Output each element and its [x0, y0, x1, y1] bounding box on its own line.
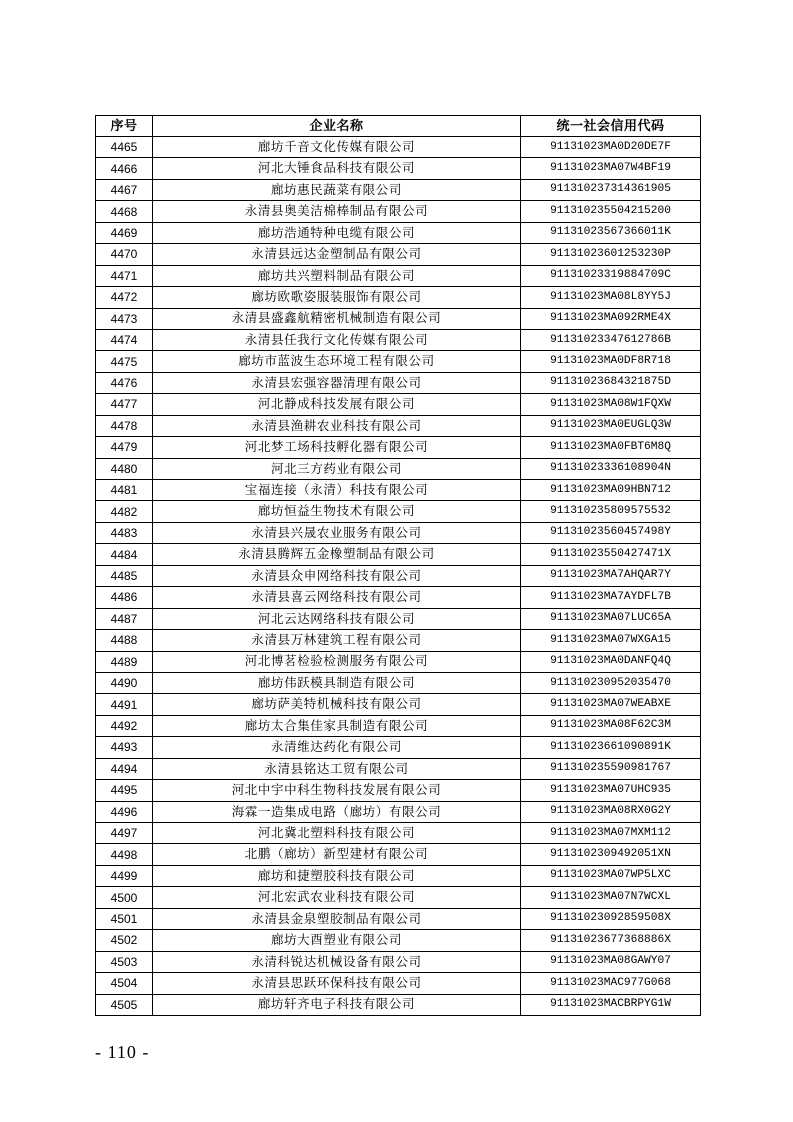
credit-code-cell: 91131023567366011K — [521, 222, 701, 243]
company-name-cell: 河北梦工场科技孵化器有限公司 — [153, 437, 521, 458]
company-name-cell: 永清县盛鑫航精密机械制造有限公司 — [153, 308, 521, 329]
row-index-cell: 4494 — [96, 758, 153, 779]
company-name-cell: 永清县思跃环保科技有限公司 — [153, 973, 521, 994]
row-index-cell: 4501 — [96, 908, 153, 929]
table-row — [96, 801, 701, 822]
table-row — [96, 522, 701, 543]
table-row — [96, 179, 701, 200]
header-index: 序号 — [96, 116, 153, 137]
table-row — [96, 329, 701, 350]
table-row — [96, 372, 701, 393]
company-name-cell: 河北三方药业有限公司 — [153, 458, 521, 479]
row-index-cell: 4479 — [96, 437, 153, 458]
company-name-cell: 北鹏（廊坊）新型建材有限公司 — [153, 844, 521, 865]
credit-code-cell: 91131023MA08F62C3M — [521, 715, 701, 736]
credit-code-cell: 91131023MA08W1FQXW — [521, 394, 701, 415]
credit-code-cell: 91131023MA07LUC65A — [521, 608, 701, 629]
company-name-cell: 永清科锐达机械设备有限公司 — [153, 951, 521, 972]
table-row — [96, 201, 701, 222]
company-name-cell: 永清县喜云网络科技有限公司 — [153, 587, 521, 608]
company-name-cell: 永清县铭达工贸有限公司 — [153, 758, 521, 779]
table-row — [96, 501, 701, 522]
company-name-cell: 河北静成科技发展有限公司 — [153, 394, 521, 415]
table-row — [96, 994, 701, 1015]
row-index-cell: 4503 — [96, 951, 153, 972]
credit-code-cell: 91131023319884709C — [521, 265, 701, 286]
company-name-cell: 廊坊欧歌姿服装服饰有限公司 — [153, 287, 521, 308]
row-index-cell: 4475 — [96, 351, 153, 372]
company-name-cell: 廊坊太合集佳家具制造有限公司 — [153, 715, 521, 736]
company-name-cell: 永清县腾辉五金橡塑制品有限公司 — [153, 544, 521, 565]
table-row — [96, 415, 701, 436]
credit-code-cell: 911310235504215200 — [521, 201, 701, 222]
company-name-cell: 永清维达药化有限公司 — [153, 737, 521, 758]
header-row — [96, 116, 701, 137]
company-name-cell: 廊坊轩齐电子科技有限公司 — [153, 994, 521, 1015]
credit-code-cell: 91131023336108904N — [521, 458, 701, 479]
row-index-cell: 4467 — [96, 179, 153, 200]
company-name-cell: 永清县金泉塑胶制品有限公司 — [153, 908, 521, 929]
credit-code-cell: 911310237314361905 — [521, 179, 701, 200]
credit-code-cell: 91131023MA07WP5LXC — [521, 865, 701, 886]
company-name-cell: 永清县宏强容器清理有限公司 — [153, 372, 521, 393]
row-index-cell: 4505 — [96, 994, 153, 1015]
company-name-cell: 永清县兴晟农业服务有限公司 — [153, 522, 521, 543]
credit-code-cell: 91131023MA07WEABXE — [521, 694, 701, 715]
credit-code-cell: 91131023092859508X — [521, 908, 701, 929]
table-row — [96, 394, 701, 415]
credit-code-cell: 91131023684321875D — [521, 372, 701, 393]
credit-code-cell: 91131023MA07MXM112 — [521, 823, 701, 844]
credit-code-cell: 91131023MA08L8YY5J — [521, 287, 701, 308]
company-name-cell: 廊坊千音文化传媒有限公司 — [153, 137, 521, 158]
row-index-cell: 4487 — [96, 608, 153, 629]
table-row — [96, 715, 701, 736]
table-row — [96, 587, 701, 608]
credit-code-cell: 91131023MA08GAWY07 — [521, 951, 701, 972]
row-index-cell: 4500 — [96, 887, 153, 908]
company-name-cell: 河北大锤食品科技有限公司 — [153, 158, 521, 179]
page-number: - 110 - — [95, 1042, 150, 1062]
company-name-cell: 永清县任我行文化传媒有限公司 — [153, 329, 521, 350]
header-credit-code: 统一社会信用代码 — [521, 116, 701, 137]
credit-code-cell: 91131023MA07WXGA15 — [521, 630, 701, 651]
credit-code-cell: 91131023MA07W4BF19 — [521, 158, 701, 179]
credit-code-cell: 91131023MA0DF8R718 — [521, 351, 701, 372]
row-index-cell: 4493 — [96, 737, 153, 758]
company-name-cell: 河北宏武农业科技有限公司 — [153, 887, 521, 908]
credit-code-cell: 91131023560457498Y — [521, 522, 701, 543]
table-row — [96, 630, 701, 651]
header-company-name: 企业名称 — [153, 116, 521, 137]
credit-code-cell: 9113102309492051XN — [521, 844, 701, 865]
company-name-cell: 廊坊浩通特种电缆有限公司 — [153, 222, 521, 243]
company-name-cell: 永清县远达金塑制品有限公司 — [153, 244, 521, 265]
credit-code-cell: 91131023677368886X — [521, 930, 701, 951]
table-row — [96, 137, 701, 158]
credit-code-cell: 91131023MA0FBT6M8Q — [521, 437, 701, 458]
table-row — [96, 480, 701, 501]
company-name-cell: 河北云达网络科技有限公司 — [153, 608, 521, 629]
row-index-cell: 4497 — [96, 823, 153, 844]
table-row — [96, 887, 701, 908]
row-index-cell: 4471 — [96, 265, 153, 286]
table-row — [96, 608, 701, 629]
table-row — [96, 737, 701, 758]
company-name-cell: 廊坊共兴塑料制品有限公司 — [153, 265, 521, 286]
row-index-cell: 4498 — [96, 844, 153, 865]
credit-code-cell: 91131023MA07N7WCXL — [521, 887, 701, 908]
row-index-cell: 4476 — [96, 372, 153, 393]
table-row — [96, 844, 701, 865]
table-row — [96, 780, 701, 801]
credit-code-cell: 91131023MA0D20DE7F — [521, 137, 701, 158]
table-row — [96, 973, 701, 994]
credit-code-cell: 91131023MA08RX0G2Y — [521, 801, 701, 822]
row-index-cell: 4502 — [96, 930, 153, 951]
row-index-cell: 4484 — [96, 544, 153, 565]
table-row — [96, 865, 701, 886]
company-name-cell: 廊坊萨美特机械科技有限公司 — [153, 694, 521, 715]
credit-code-cell: 91131023MA0EUGLQ3W — [521, 415, 701, 436]
table-row — [96, 565, 701, 586]
company-name-cell: 永清县万林建筑工程有限公司 — [153, 630, 521, 651]
row-index-cell: 4485 — [96, 565, 153, 586]
table-row — [96, 222, 701, 243]
company-name-cell: 永清县渔耕农业科技有限公司 — [153, 415, 521, 436]
table-row — [96, 351, 701, 372]
row-index-cell: 4488 — [96, 630, 153, 651]
row-index-cell: 4472 — [96, 287, 153, 308]
table-row — [96, 951, 701, 972]
company-name-cell: 宝福连接（永清）科技有限公司 — [153, 480, 521, 501]
table-row — [96, 651, 701, 672]
row-index-cell: 4483 — [96, 522, 153, 543]
table-row — [96, 694, 701, 715]
table-row — [96, 437, 701, 458]
credit-code-cell: 911310235590981767 — [521, 758, 701, 779]
credit-code-cell: 91131023MA09HBN712 — [521, 480, 701, 501]
company-name-cell: 廊坊惠民蔬菜有限公司 — [153, 179, 521, 200]
row-index-cell: 4491 — [96, 694, 153, 715]
table-row — [96, 908, 701, 929]
credit-code-cell: 91131023MA7AYDFL7B — [521, 587, 701, 608]
table-header — [96, 116, 701, 137]
credit-code-cell: 91131023MACBRPYG1W — [521, 994, 701, 1015]
row-index-cell: 4496 — [96, 801, 153, 822]
table-row — [96, 287, 701, 308]
row-index-cell: 4480 — [96, 458, 153, 479]
credit-code-cell: 91131023MA092RME4X — [521, 308, 701, 329]
company-name-cell: 廊坊恒益生物技术有限公司 — [153, 501, 521, 522]
credit-code-cell: 911310230952035470 — [521, 672, 701, 693]
row-index-cell: 4486 — [96, 587, 153, 608]
row-index-cell: 4482 — [96, 501, 153, 522]
table-row — [96, 758, 701, 779]
company-name-cell: 河北博茗检验检测服务有限公司 — [153, 651, 521, 672]
row-index-cell: 4465 — [96, 137, 153, 158]
company-name-cell: 廊坊市蓝波生态环境工程有限公司 — [153, 351, 521, 372]
row-index-cell: 4495 — [96, 780, 153, 801]
company-list-table — [95, 115, 701, 1016]
table-row — [96, 672, 701, 693]
table-row — [96, 265, 701, 286]
credit-code-cell: 91131023347612786B — [521, 329, 701, 350]
row-index-cell: 4481 — [96, 480, 153, 501]
table-row — [96, 823, 701, 844]
row-index-cell: 4489 — [96, 651, 153, 672]
row-index-cell: 4490 — [96, 672, 153, 693]
row-index-cell: 4466 — [96, 158, 153, 179]
company-name-cell: 廊坊和捷塑胶科技有限公司 — [153, 865, 521, 886]
credit-code-cell: 91131023550427471X — [521, 544, 701, 565]
table-row — [96, 458, 701, 479]
company-name-cell: 永清县众申网络科技有限公司 — [153, 565, 521, 586]
credit-code-cell: 91131023601253230P — [521, 244, 701, 265]
credit-code-cell: 91131023MA7AHQAR7Y — [521, 565, 701, 586]
table-row — [96, 158, 701, 179]
credit-code-cell: 91131023MAC977G068 — [521, 973, 701, 994]
credit-code-cell: 91131023MA07UHC935 — [521, 780, 701, 801]
row-index-cell: 4469 — [96, 222, 153, 243]
table-row — [96, 308, 701, 329]
table-body — [96, 137, 701, 1016]
row-index-cell: 4470 — [96, 244, 153, 265]
credit-code-cell: 911310235809575532 — [521, 501, 701, 522]
company-name-cell: 河北冀北塑料科技有限公司 — [153, 823, 521, 844]
credit-code-cell: 91131023661090891K — [521, 737, 701, 758]
table-row — [96, 244, 701, 265]
row-index-cell: 4477 — [96, 394, 153, 415]
row-index-cell: 4473 — [96, 308, 153, 329]
company-name-cell: 廊坊伟跃模具制造有限公司 — [153, 672, 521, 693]
table-row — [96, 930, 701, 951]
row-index-cell: 4474 — [96, 329, 153, 350]
credit-code-cell: 91131023MA0DANFQ4Q — [521, 651, 701, 672]
company-name-cell: 河北中宇中科生物科技发展有限公司 — [153, 780, 521, 801]
row-index-cell: 4478 — [96, 415, 153, 436]
company-name-cell: 永清县奥美洁棉棒制品有限公司 — [153, 201, 521, 222]
company-name-cell: 海霖一造集成电路（廊坊）有限公司 — [153, 801, 521, 822]
table-row — [96, 544, 701, 565]
row-index-cell: 4499 — [96, 865, 153, 886]
row-index-cell: 4468 — [96, 201, 153, 222]
row-index-cell: 4492 — [96, 715, 153, 736]
company-name-cell: 廊坊大酉塑业有限公司 — [153, 930, 521, 951]
row-index-cell: 4504 — [96, 973, 153, 994]
